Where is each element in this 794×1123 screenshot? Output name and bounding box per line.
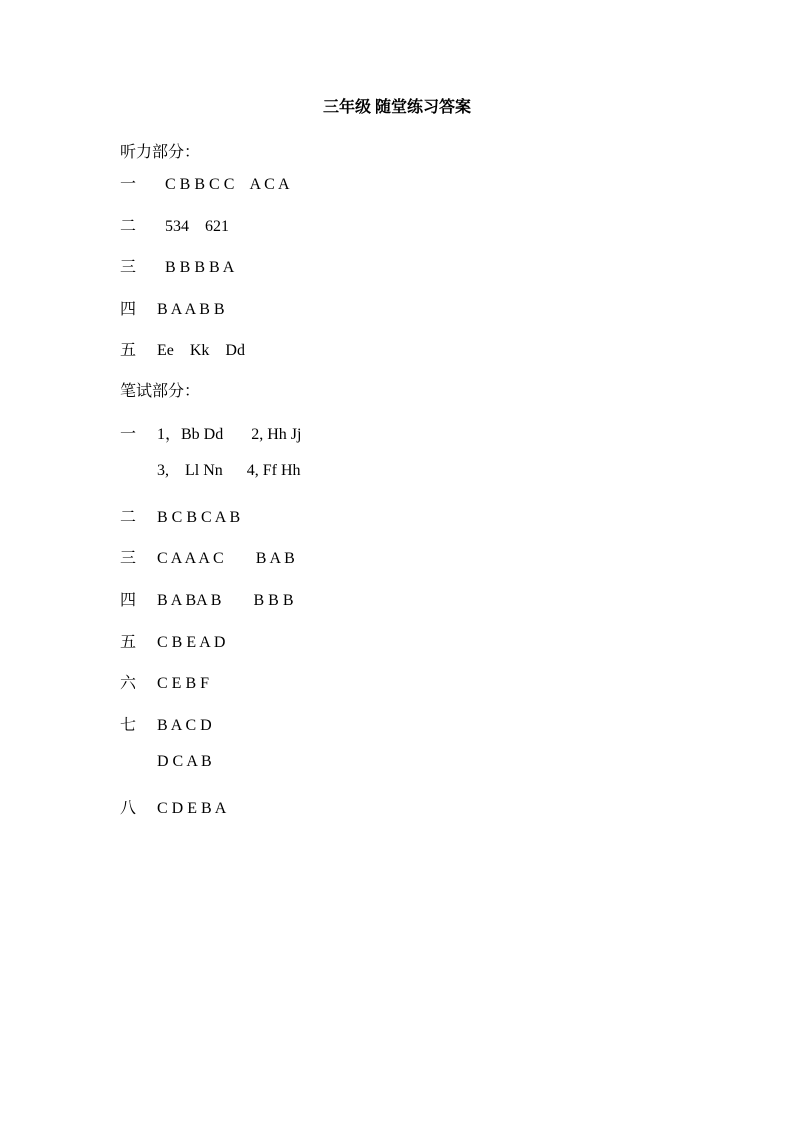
- answer-text: B A BA B B B B: [157, 592, 294, 609]
- answer-text: C A A A C B A B: [157, 550, 295, 567]
- question-number: 二: [120, 509, 137, 526]
- answer-text: 3, Ll Nn 4, Ff Hh: [157, 462, 301, 479]
- written-row: [120, 545, 295, 568]
- question-number: 一: [120, 176, 137, 193]
- written-row: [120, 712, 212, 735]
- written-row: [120, 670, 209, 693]
- question-number: 五: [120, 342, 137, 359]
- question-number: 八: [120, 800, 137, 817]
- listening-row: [120, 213, 229, 236]
- answer-text: 534 621: [157, 218, 229, 235]
- question-number: 二: [120, 218, 137, 235]
- written-row: [120, 587, 294, 610]
- answer-text: B A A B B: [157, 301, 225, 318]
- written-row: [120, 504, 240, 527]
- answer-text: 1，Bb Dd 2, Hh Jj: [157, 426, 302, 443]
- listening-row: [120, 254, 234, 277]
- answer-text: Ee Kk Dd: [157, 342, 245, 359]
- document-title: 三年级 随堂练习答案: [322, 99, 471, 116]
- written-row: [120, 753, 212, 771]
- written-row: [120, 462, 301, 480]
- listening-row: [120, 171, 290, 194]
- written-row: [120, 795, 226, 818]
- answer-text: C E B F: [157, 675, 210, 692]
- question-number: 六: [120, 675, 137, 692]
- listening-row: [120, 337, 245, 360]
- answer-text: C B B C C A C A: [157, 176, 290, 193]
- written-heading: 笔试部分：: [120, 383, 201, 400]
- question-number: 四: [120, 592, 137, 609]
- answer-text: B A C D: [157, 717, 212, 734]
- answer-text: C B E A D: [157, 634, 226, 651]
- answer-text: C D E B A: [157, 800, 227, 817]
- question-number: 三: [120, 550, 137, 567]
- answer-text: B C B C A B: [157, 509, 241, 526]
- answer-text: B B B B A: [157, 259, 235, 276]
- listening-row: [120, 296, 225, 319]
- question-number: 五: [120, 634, 137, 651]
- written-row: [120, 421, 301, 444]
- question-number: 三: [120, 259, 137, 276]
- listening-heading: 听力部分：: [120, 144, 201, 161]
- answer-text: D C A B: [157, 753, 212, 770]
- question-number: 一: [120, 426, 137, 443]
- question-number: 四: [120, 301, 137, 318]
- written-row: [120, 629, 225, 652]
- question-number: 七: [120, 717, 137, 734]
